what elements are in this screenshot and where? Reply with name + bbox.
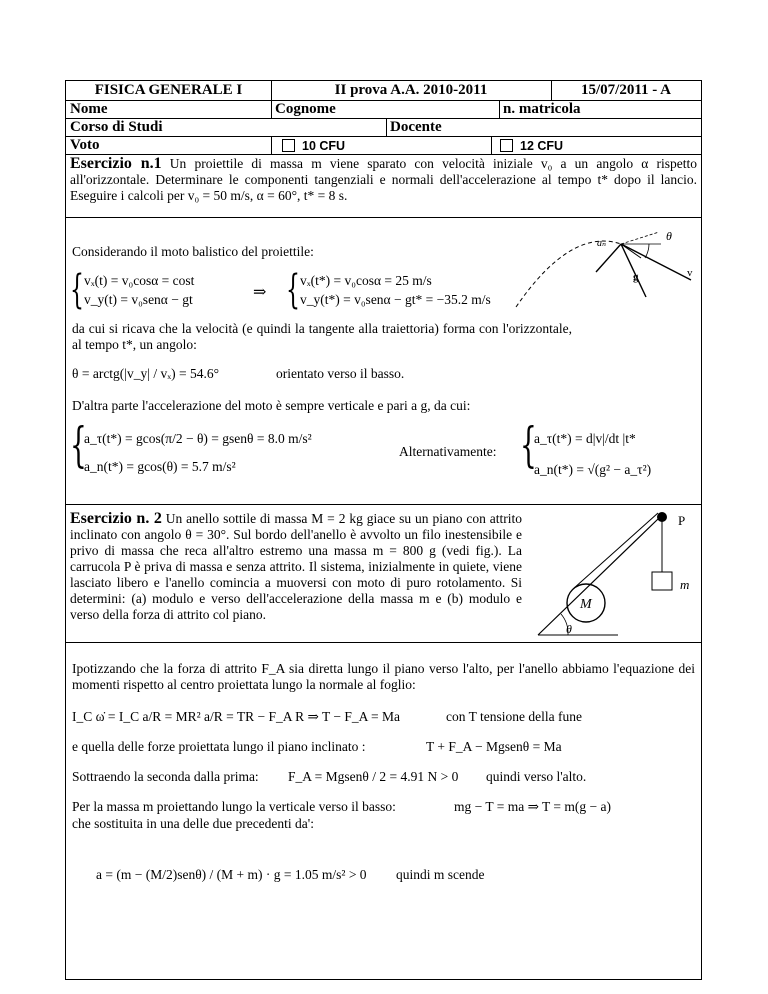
label-theta-incline: θ	[566, 622, 572, 636]
ex1-text: Un proiettile di massa m viene sparato con velocità iniziale v₀ a un angolo α rispetto all'orizzontale. Determinare le componenti tangenziali e normali dell'accelerazione al tempo t* dopo il lancio. Eseguire i calcoli per v₀ = 50 m/s, α = 60°, t* = 8 s.	[70, 156, 697, 203]
incline-figure	[528, 507, 698, 642]
header-row-name	[66, 101, 701, 119]
header-row-title	[66, 81, 701, 101]
eq-m: mg − T = ma ⇒ T = m(g − a)	[454, 799, 612, 814]
nome-label: Nome	[70, 101, 108, 117]
ex2-sol5: che sostituita in una delle due precedenti da':	[72, 816, 314, 831]
theta-note: orientato verso il basso.	[276, 366, 405, 381]
ex1-solution: Considerando il moto balistico del proiettile: { vₓ(t) = v₀cosα = cost v_y(t) = v₀senα − gt ⇒ { vₓ(t*) = v₀cosα = 25 m/s v_y(t*) = v₀senα − gt* = −35.2 m/s aₙ θ v g da cui si ricava che la velocità (e quindi la tangente alla traiettoria) forma con l'orizzontale, al tempo t*, un angolo: θ = arctg(|v_y| / vₓ) = 54.6° orientato verso il basso. D'altra parte l'accelerazione del moto è sempre verticale e pari a g, da cui: { a_τ(t*) = gcos(π/2 − θ) = gsenθ = 8.0 m/s² a_n(t*) = gcos(θ) = 5.7 m/s² Alternativamente: { a_τ(t*) = d|v|/dt |t* a_n(t*) = √(g² − a_τ²)	[66, 218, 701, 505]
header-row-course	[66, 119, 701, 137]
label-m: m	[680, 577, 690, 592]
ex2-text: Un anello sottile di massa M = 2 kg giace su un piano con attrito inclinato con angolo θ = 30°. Sul bordo dell'anello è avvolto un filo inestensibile e privo di massa che reca all'altro estremo una massa m = 800 g (vedi fig.). La carrucola P è priva di massa e senza attrito. Il sistema, inizialmente in quiete, viene lasciato libero e l'anello comincia a muoversi con moto di puro rotolamento. Si determini: (a) modulo e verso dell'accelerazione della massa m e (b) modulo e verso della forza di attrito col piano.	[70, 511, 522, 622]
ex2-statement	[66, 505, 701, 643]
label-M: M	[580, 597, 592, 612]
exam-date: 15/07/2011 - A	[580, 82, 671, 98]
alt-at: a_τ(t*) = d|v|/dt |t*	[534, 431, 636, 446]
header-row-voto	[66, 137, 701, 155]
alt-an: a_n(t*) = √(g² − a_τ²)	[534, 462, 652, 477]
voto-label: Voto	[70, 137, 100, 153]
option-12cfu[interactable]: 12 CFU	[496, 137, 696, 154]
ex1-title: Esercizio n.1	[70, 155, 162, 172]
an-eq: a_n(t*) = gcos(θ) = 5.7 m/s²	[84, 459, 236, 474]
eq-a: a = (m − (M/2)senθ) / (M + m) · g = 1.05 m/s² > 0	[96, 867, 367, 882]
ex1-acc: D'altra parte l'accelerazione del moto è sempre verticale e pari a g, da cui:	[72, 398, 471, 413]
alt-label: Alternativamente:	[399, 444, 497, 459]
course-title: FISICA GENERALE I	[94, 82, 243, 98]
eq-vx: vₓ(t) = v₀cosα = cost	[84, 273, 195, 288]
eq-fa: F_A = Mgsenθ / 2 = 4.91 N > 0	[288, 769, 459, 784]
docente-label: Docente	[390, 119, 442, 135]
cognome-label: Cognome	[275, 101, 336, 117]
implies-arrow: ⇒	[253, 284, 267, 301]
ex2-sol3: Sottraendo la seconda dalla prima:	[72, 769, 259, 784]
ex2-solution	[66, 643, 701, 979]
eq-vy: v_y(t) = v₀senα − gt	[84, 292, 193, 307]
label-P: P	[678, 513, 686, 528]
eq-momenti: I_C ω̇ = I_C a/R = MR² a/R = TR − F_A R ⇒ T − F_A = Ma	[72, 709, 400, 724]
theta-eq: θ = arctg(|v_y| / vₓ) = 54.6°	[72, 366, 220, 381]
label-v: v	[687, 267, 693, 279]
label-an: aₙ	[597, 238, 607, 249]
ex1-intro: Considerando il moto balistico del proiettile:	[72, 244, 314, 259]
at-eq: a_τ(t*) = gcos(π/2 − θ) = gsenθ = 8.0 m/s²	[84, 431, 312, 446]
label-g: g	[633, 271, 639, 283]
checkbox-12cfu[interactable]	[500, 139, 513, 152]
eq-momenti-note: con T tensione della fune	[446, 709, 582, 724]
eq-fa-note: quindi verso l'alto.	[486, 769, 587, 784]
eq-a-note: quindi m scende	[396, 867, 485, 882]
ex1-mid: da cui si ricava che la velocità (e quindi la tangente alla traiettoria) forma con l'orizzontale, al tempo t*, un angolo:	[72, 321, 572, 352]
eq-vx-tstar: vₓ(t*) = v₀cosα = 25 m/s	[300, 273, 432, 288]
ex2-sol4: Per la massa m proiettando lungo la verticale verso il basso:	[72, 799, 396, 814]
label-theta: θ	[666, 229, 672, 243]
exam-sheet	[65, 80, 702, 980]
ex1-statement	[66, 155, 701, 218]
trajectory-figure	[511, 222, 701, 312]
ex2-sol2: e quella delle forze proiettata lungo il piano inclinato :	[72, 739, 366, 754]
exam-title: II prova A.A. 2010-2011	[334, 82, 488, 98]
eq-vy-tstar: v_y(t*) = v₀senα − gt* = −35.2 m/s	[300, 292, 491, 307]
ex2-title: Esercizio n. 2	[70, 510, 162, 527]
checkbox-10cfu[interactable]	[282, 139, 295, 152]
matricola-label: n. matricola	[503, 101, 581, 117]
option-10cfu[interactable]: 10 CFU	[278, 137, 478, 154]
eq-forze: T + F_A − Mgsenθ = Ma	[426, 739, 562, 754]
corso-label: Corso di Studi	[70, 119, 163, 135]
ex2-sol1: Ipotizzando che la forza di attrito F_A sia diretta lungo il piano verso l'alto, per l'anello abbiamo l'equazione dei momenti rispetto al centro proiettata lungo la normale al foglio:	[72, 661, 695, 692]
